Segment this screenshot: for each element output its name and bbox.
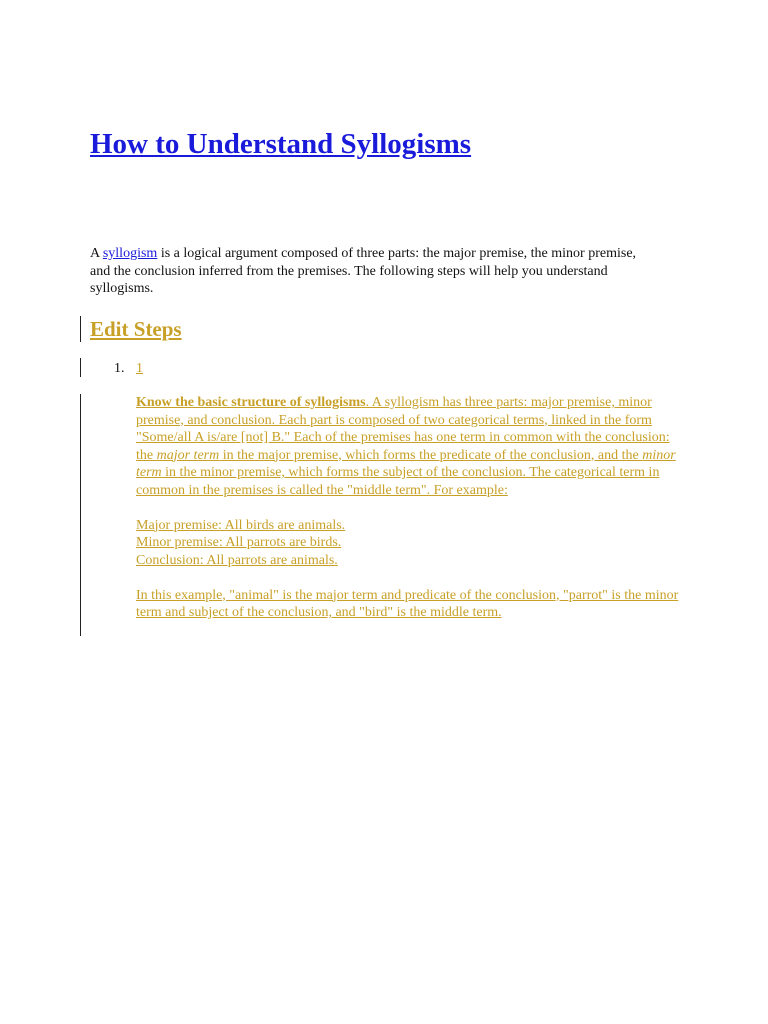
step-paragraph — [136, 394, 686, 499]
major-term-text: major term — [156, 447, 220, 463]
step-text-1: . A syllogism has three parts: major premise, minor premise, and conclusion. Each part is composed of two categorical terms, linked in the form "Some/all A is/are [not] B." Each of the premises has one term in common with the conclusion: the — [136, 395, 670, 463]
step-anchor-link[interactable]: 1 — [136, 361, 143, 376]
page-title[interactable]: How to Understand Syllogisms — [90, 128, 472, 160]
minor-term-text: minor term — [136, 447, 676, 480]
example-minor-premise: Minor premise: All parrots are birds. — [136, 535, 342, 550]
step-marker-bar — [80, 358, 81, 377]
example-conclusion: Conclusion: All parrots are animals. — [136, 552, 338, 568]
intro-prefix: A — [90, 246, 103, 261]
section-marker-bar — [80, 316, 81, 342]
step-text-2: in the major premise, which forms the predicate of the conclusion, and the — [219, 447, 643, 463]
step-number: 1. — [114, 361, 125, 376]
example-major-premise: Major premise: All birds are animals. — [136, 517, 346, 533]
step-heading: Know the basic structure of syllogisms — [136, 395, 366, 410]
step-body[interactable] — [136, 394, 686, 622]
edit-steps-heading[interactable]: Edit Steps — [90, 317, 182, 341]
step-body-marker-bar — [80, 394, 81, 636]
syllogism-link[interactable]: syllogism — [102, 246, 158, 261]
intro-text: is a logical argument composed of three parts: the major premise, the minor premise, and the conclusion inferred from the premises. The following steps will help you understand syllogisms. — [90, 246, 637, 296]
step-text-3: in the minor premise, which forms the subject of the conclusion. The categorical term in common in the premises is called the "middle term". For example: — [136, 465, 660, 498]
intro-paragraph — [90, 245, 650, 298]
example-explanation: In this example, "animal" is the major term and predicate of the conclusion, "parrot" is the minor term and subject of the conclusion, and "bird" is the middle term. — [136, 587, 679, 620]
